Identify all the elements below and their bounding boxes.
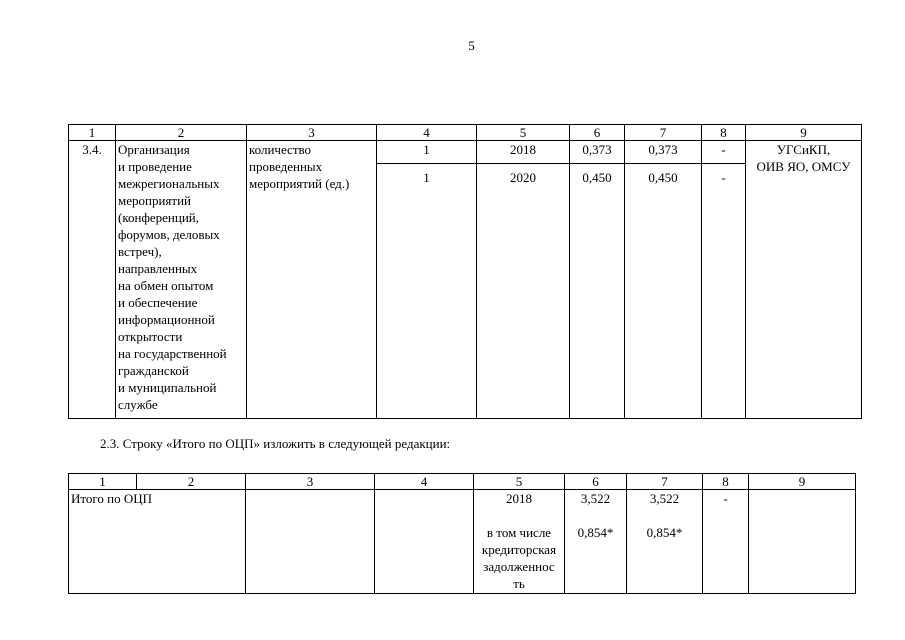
- empty-cell: [375, 490, 474, 594]
- table-row: [69, 141, 862, 419]
- header-cell: 2: [137, 474, 246, 490]
- header-cell: 3: [247, 125, 377, 141]
- activity-name-cell: Организация и проведение межрегиональных мероприятий (конференций, форумов, деловых встреч), направленных на обмен опытом и обеспечение информационной открытости на государственной гражданской и муниципальной службе: [116, 141, 247, 419]
- header-cell: 7: [627, 474, 703, 490]
- header-cell: 5: [477, 125, 570, 141]
- header-cell: 9: [749, 474, 856, 490]
- header-cell: 6: [565, 474, 627, 490]
- executors-cell: УГСиКП, ОИВ ЯО, ОМСУ: [746, 141, 862, 419]
- indicator-cell: количество проведенных мероприятий (ед.): [247, 141, 377, 419]
- total-label-cell: Итого по ОЦП: [69, 490, 246, 594]
- indicator-value-cell: 1 1: [377, 141, 477, 419]
- header-cell: 4: [375, 474, 474, 490]
- header-cell: 8: [702, 125, 746, 141]
- header-cell: 2: [116, 125, 247, 141]
- header-cell: 4: [377, 125, 477, 141]
- header-cell: 1: [69, 474, 137, 490]
- table-header-row: [69, 474, 856, 490]
- header-cell: 3: [246, 474, 375, 490]
- header-cell: 1: [69, 125, 116, 141]
- table-header-row: [69, 125, 862, 141]
- header-cell: 7: [625, 125, 702, 141]
- amount-cell: 3,522 0,854*: [565, 490, 627, 594]
- program-table-row-3-4: [68, 124, 862, 419]
- amount-cell: 0,373 0,450: [570, 141, 625, 419]
- empty-cell: [749, 490, 856, 594]
- program-table-total-row: [68, 473, 856, 594]
- page-number: 5: [468, 38, 475, 53]
- header-cell: 6: [570, 125, 625, 141]
- header-cell: 5: [474, 474, 565, 490]
- amount-cell: 3,522 0,854*: [627, 490, 703, 594]
- row-number-cell: 3.4.: [69, 141, 116, 419]
- amount-cell: 0,373 0,450: [625, 141, 702, 419]
- amount-cell: -: [703, 490, 749, 594]
- header-cell: 8: [703, 474, 749, 490]
- amount-cell: - -: [702, 141, 746, 419]
- amendment-paragraph: 2.3. Строку «Итого по ОЦП» изложить в следующей редакции:: [100, 436, 451, 451]
- year-cell: 2018 2020: [477, 141, 570, 419]
- table-row: [69, 490, 856, 594]
- header-cell: 9: [746, 125, 862, 141]
- year-cell: 2018 в том числе кредиторская задолженнос ть: [474, 490, 565, 594]
- empty-cell: [246, 490, 375, 594]
